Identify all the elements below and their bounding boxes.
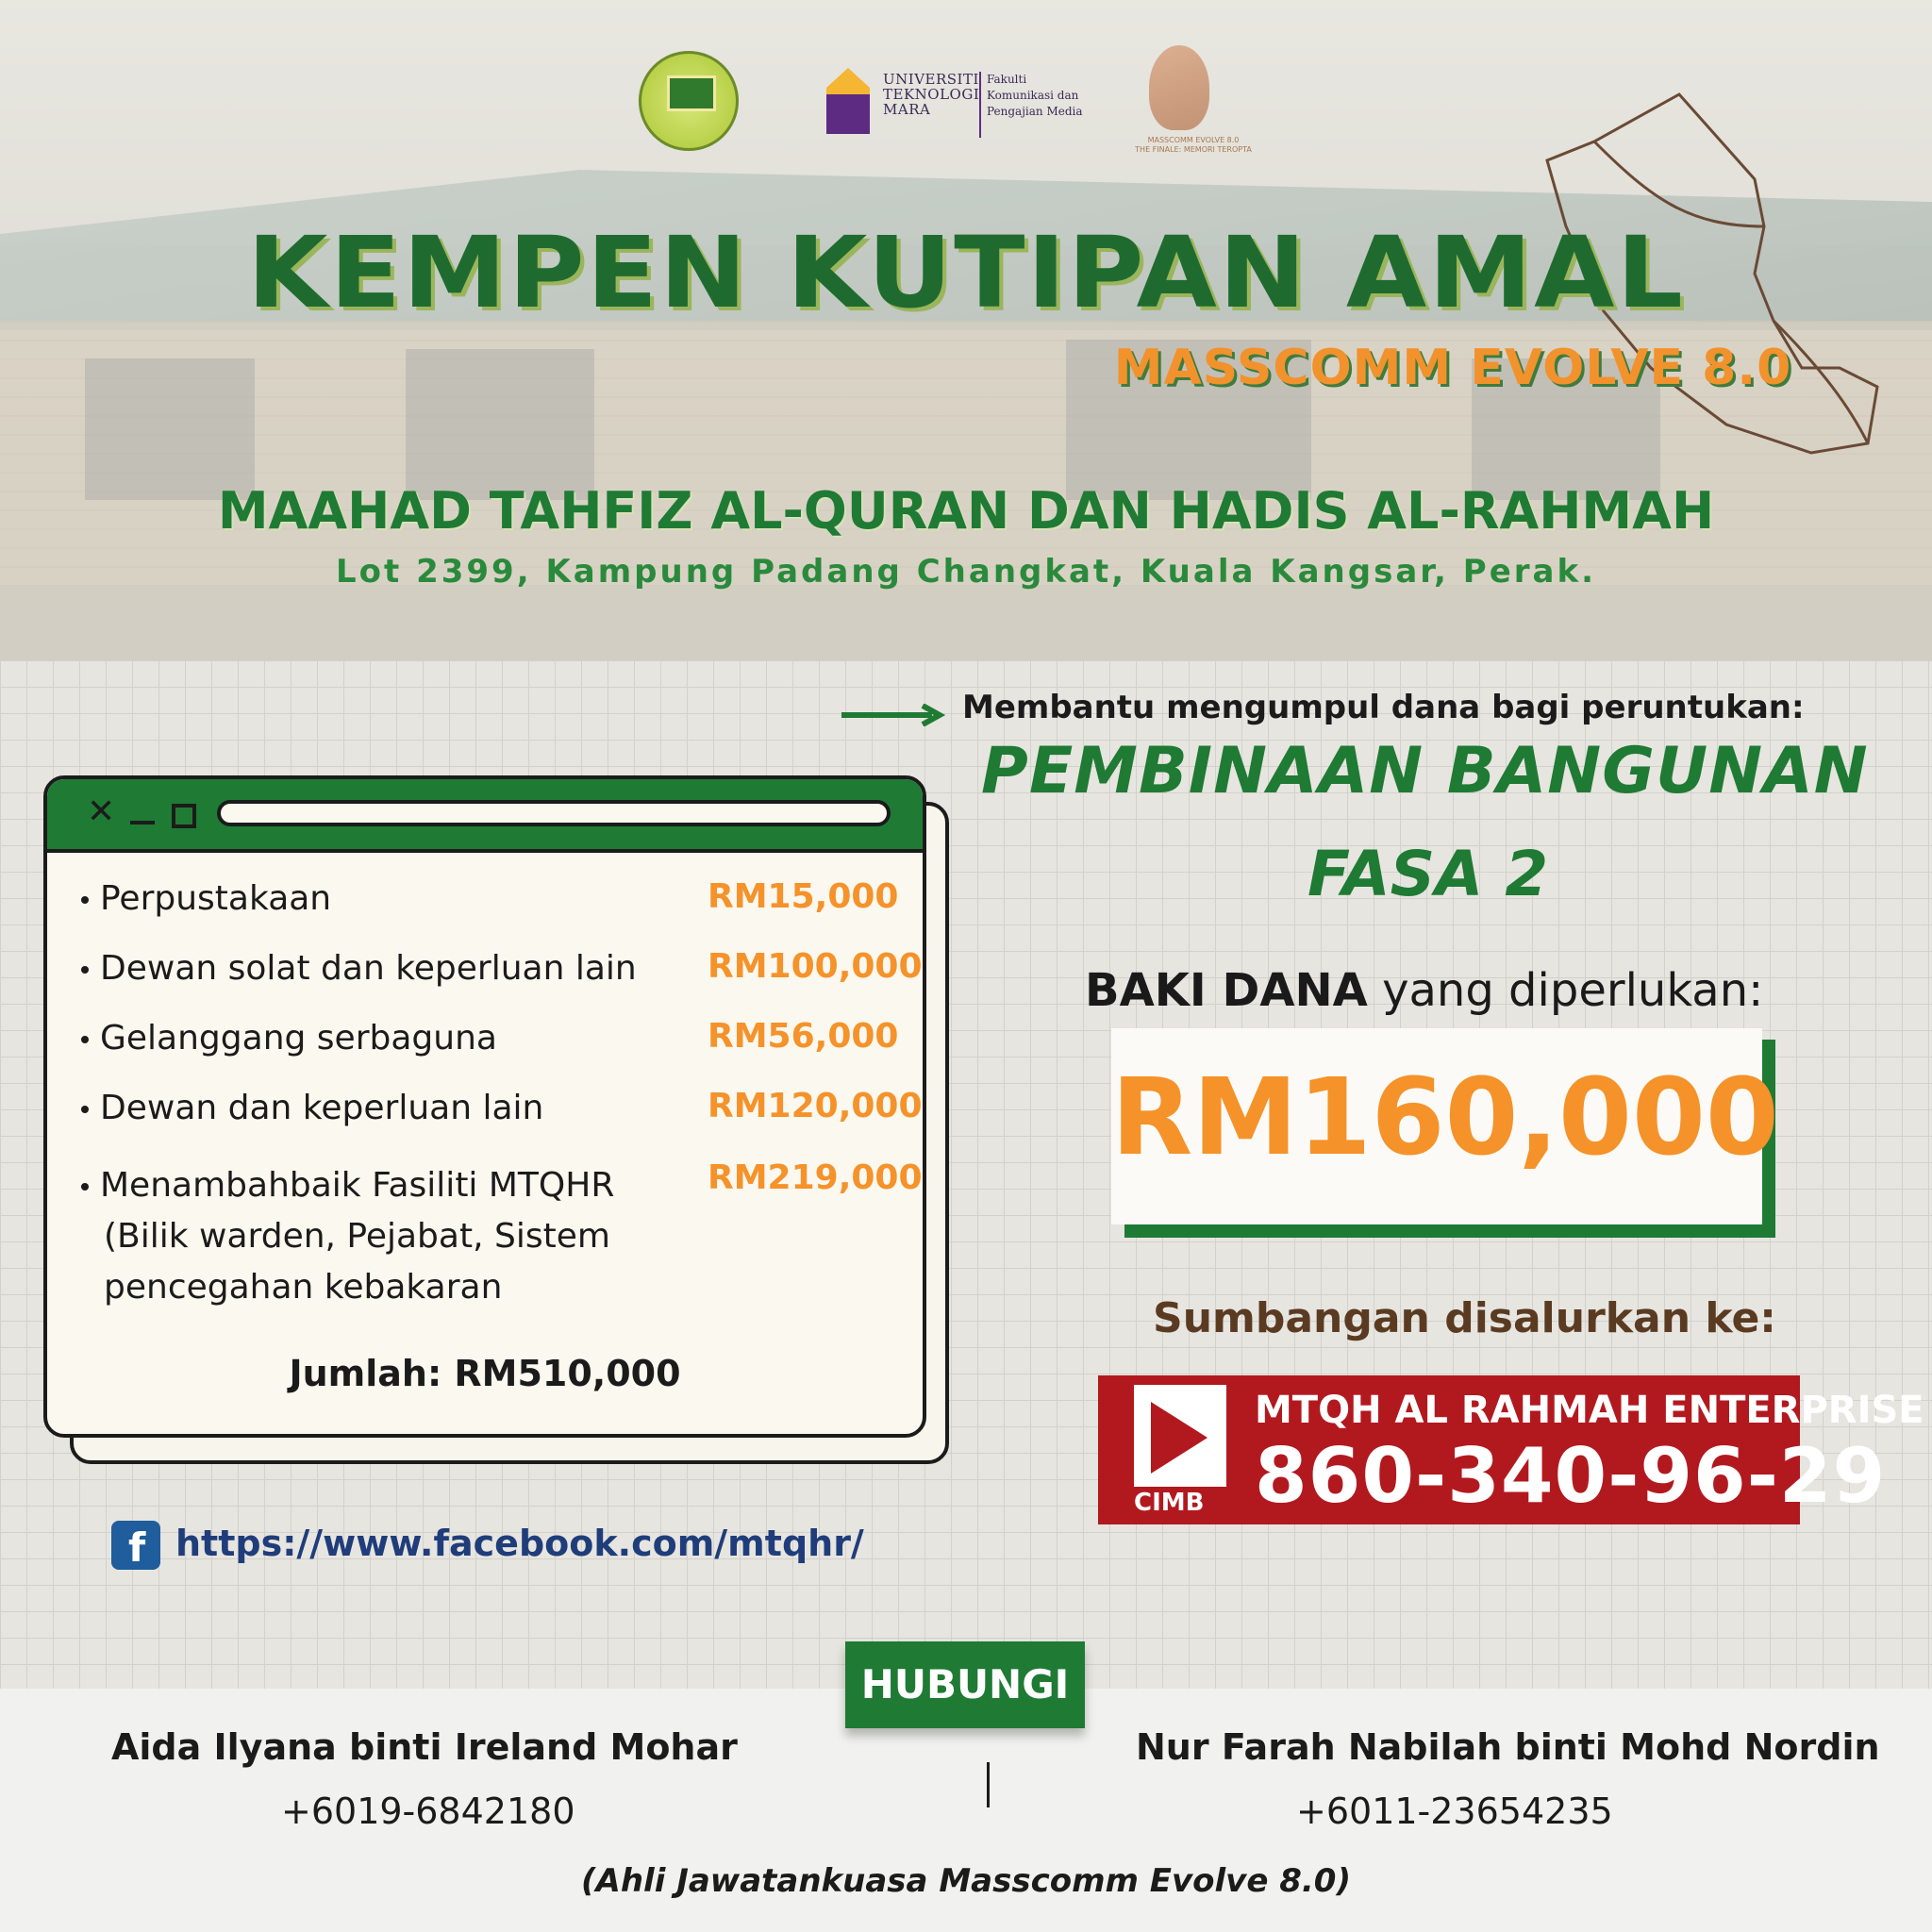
contact-name: Nur Farah Nabilah binti Mohd Nordin xyxy=(1136,1726,1880,1768)
uitm-line: TEKNOLOGI xyxy=(883,86,980,103)
maahad-logo xyxy=(639,51,739,151)
budget-window-card xyxy=(43,775,926,1438)
budget-item-label: Dewan solat dan keperluan lain xyxy=(100,949,637,988)
maximize-icon xyxy=(172,804,196,828)
facebook-icon[interactable]: f xyxy=(111,1521,160,1570)
finale-line: MASSCOMM EVOLVE 8.0 xyxy=(1147,136,1240,144)
purpose-line-1: PEMBINAAN BANGUNAN xyxy=(981,734,1869,808)
cimb-logo-icon xyxy=(1134,1385,1226,1487)
balance-label-bold: BAKI DANA xyxy=(1085,964,1368,1017)
budget-item xyxy=(81,943,637,994)
contact-phone[interactable]: +6011-23654235 xyxy=(1296,1790,1613,1832)
budget-item xyxy=(81,1083,543,1134)
address-bar xyxy=(217,800,891,826)
close-icon: ✕ xyxy=(87,792,116,831)
cimb-wordmark: CIMB xyxy=(1134,1489,1205,1517)
faculty-line: Komunikasi dan xyxy=(987,89,1079,102)
bullet-icon xyxy=(81,1106,89,1113)
budget-item-label: Perpustakaan xyxy=(100,879,332,918)
budget-item-amount: RM15,000 xyxy=(708,877,899,916)
bank-account-number: 860-340-96-29 xyxy=(1255,1432,1887,1520)
faculty-line: Fakulti xyxy=(987,73,1027,86)
contact-phone[interactable]: +6019-6842180 xyxy=(281,1790,575,1832)
bullet-icon xyxy=(81,1183,89,1191)
purpose-line-2: FASA 2 xyxy=(1307,838,1549,910)
window-titlebar xyxy=(47,779,923,853)
budget-item-continued: (Bilik warden, Pejabat, Sistem xyxy=(104,1217,610,1256)
uitm-line: MARA xyxy=(883,101,931,118)
purpose-lead: Membantu mengumpul dana bagi peruntukan: xyxy=(962,689,1805,726)
budget-item-amount: RM100,000 xyxy=(708,947,923,986)
bullet-icon xyxy=(81,966,89,974)
faculty-wordmark xyxy=(987,72,1083,120)
organization-name: MAAHAD TAHFIZ AL-QURAN DAN HADIS AL-RAHMAH xyxy=(217,481,1715,541)
faculty-line: Pengajian Media xyxy=(987,105,1083,118)
budget-item xyxy=(81,1160,614,1211)
facebook-link[interactable]: https://www.facebook.com/mtqhr/ xyxy=(175,1523,864,1564)
committee-note: (Ahli Jawatankuasa Masscomm Evolve 8.0) xyxy=(580,1862,1352,1900)
campaign-title: KEMPEN KUTIPAN AMAL xyxy=(247,215,1685,330)
minimize-icon xyxy=(130,821,155,824)
budget-item-label: Menambahbaik Fasiliti MTQHR xyxy=(100,1166,615,1205)
cimb-chevron-icon xyxy=(1151,1402,1208,1474)
contact-heading-label: HUBUNGI xyxy=(860,1661,1070,1707)
budget-item-amount: RM56,000 xyxy=(708,1017,899,1056)
balance-label-rest: yang diperlukan: xyxy=(1367,964,1764,1017)
uitm-wordmark xyxy=(883,72,979,117)
contact-name: Aida Ilyana binti Ireland Mohar xyxy=(111,1726,738,1768)
quran-book-icon xyxy=(667,75,716,111)
budget-item-amount: RM120,000 xyxy=(708,1087,923,1125)
arrow-right-icon xyxy=(841,704,947,726)
finale-logo xyxy=(1149,45,1209,130)
budget-item-continued: pencegahan kebakaran xyxy=(104,1268,503,1307)
budget-total: Jumlah: RM510,000 xyxy=(289,1353,681,1394)
bullet-icon xyxy=(81,896,89,904)
bank-lead: Sumbangan disalurkan ke: xyxy=(1153,1294,1776,1342)
uitm-line: UNIVERSITI xyxy=(883,71,979,88)
contact-separator xyxy=(987,1762,990,1807)
campaign-subtitle: MASSCOMM EVOLVE 8.0 xyxy=(1113,340,1792,396)
finale-wordmark xyxy=(1132,136,1255,155)
budget-item xyxy=(81,874,331,924)
budget-item-label: Dewan dan keperluan lain xyxy=(100,1089,544,1127)
contact-heading xyxy=(845,1641,1085,1728)
budget-item xyxy=(81,1013,497,1064)
organization-address: Lot 2399, Kampung Padang Changkat, Kuala Kangsar, Perak. xyxy=(335,553,1597,591)
balance-amount: RM160,000 xyxy=(1111,1057,1779,1179)
finale-line: THE FINALE: MEMORI TEROPTA xyxy=(1135,145,1252,154)
bank-account-name: MTQH AL RAHMAH ENTERPRISE xyxy=(1255,1389,1924,1432)
balance-label xyxy=(1085,964,1763,1017)
logo-divider xyxy=(979,72,981,138)
bullet-icon xyxy=(81,1036,89,1043)
budget-item-amount: RM219,000 xyxy=(708,1158,923,1197)
budget-item-label: Gelanggang serbaguna xyxy=(100,1019,497,1058)
